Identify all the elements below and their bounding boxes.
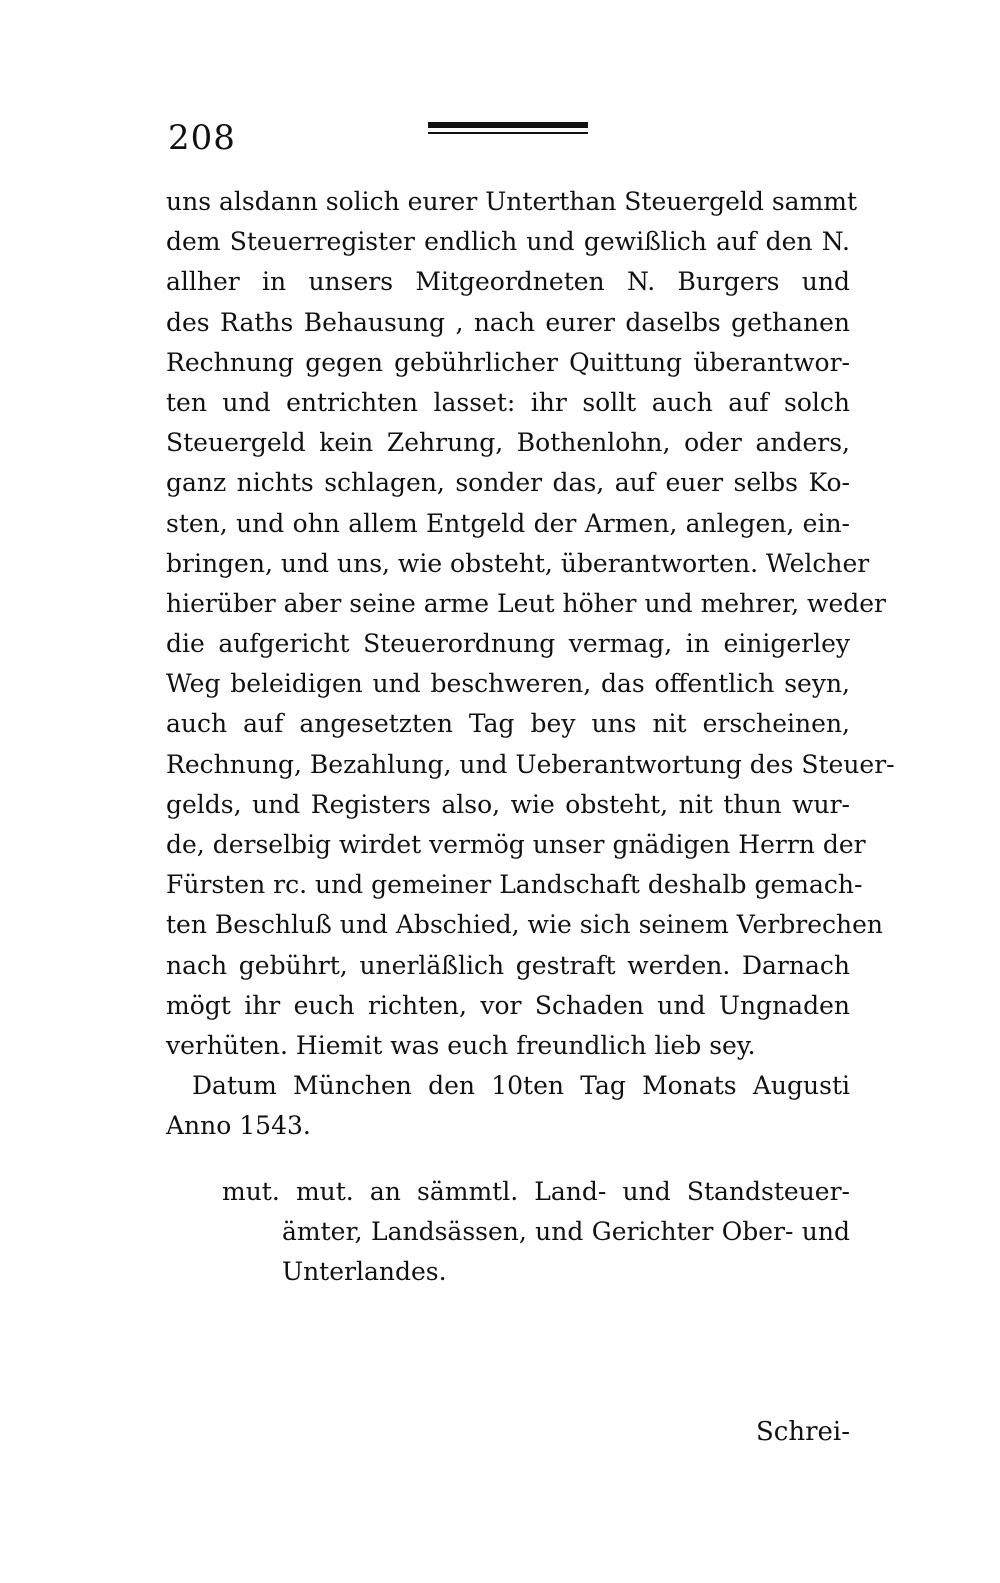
header-rule-ornament [428, 122, 588, 140]
text-line: allher in unsers Mitgeordneten N. Burgers und [166, 267, 850, 297]
text-line: ten Beschluß und Abschied, wie sich seinem Verbrechen [166, 910, 883, 940]
header-rule-thick [428, 122, 588, 128]
text-line: Weg beleidigen und beschweren, das offentlich seyn, [166, 669, 850, 699]
text-line: die aufgericht Steuerordnung vermag, in einigerley [166, 629, 850, 659]
note-line: Unterlandes. [282, 1257, 447, 1287]
datum-line: Anno 1543. [166, 1111, 311, 1141]
text-line: des Raths Behausung , nach eurer daselbs gethanen [166, 307, 850, 337]
catchword: Schrei- [755, 1417, 850, 1447]
text-line: Rechnung gegen gebührlicher Quittung überantwor- [166, 347, 850, 377]
text-line: Steuergeld kein Zehrung, Bothenlohn, oder anders, [166, 428, 850, 458]
text-line: verhüten. Hiemit was euch freundlich lieb sey. [166, 1030, 756, 1060]
datum-line: Datum München den 10ten Tag Monats Augusti [192, 1071, 850, 1100]
text-line: bringen, und uns, wie obsteht, überantworten. Welcher [166, 548, 870, 578]
text-line: uns alsdann solich eurer Unterthan Steuergeld sammt [166, 187, 858, 216]
page-number: 208 [168, 118, 236, 158]
text-line: dem Steuerregister endlich und gewißlich auf den N. [166, 227, 850, 257]
text-line: ganz nichts schlagen, sonder das, auf euer selbs Ko- [166, 468, 850, 498]
note-line: mut. mut. an sämmtl. Land- und Standsteuer- [222, 1177, 850, 1206]
text-line: auch auf angesetzten Tag bey uns nit erscheinen, [166, 709, 850, 739]
text-line: ten und entrichten lasset: ihr sollt auch auf solch [166, 387, 850, 417]
text-line: hierüber aber seine arme Leut höher und mehrer, weder [166, 588, 886, 618]
header-rule-thin [428, 132, 588, 134]
main-text-block [166, 182, 895, 1066]
text-line: gelds, und Registers also, wie obsteht, nit thun wur- [166, 789, 850, 819]
text-line: de, derselbig wirdet vermög unser gnädigen Herrn der [166, 830, 866, 859]
text-line: mögt ihr euch richten, vor Schaden und Ungnaden [166, 990, 850, 1020]
note-line: ämter, Landsässen, und Gerichter Ober- und [282, 1217, 850, 1247]
datum-block [166, 1066, 850, 1146]
text-line: nach gebührt, unerläßlich gestraft werden. Darnach [166, 950, 850, 980]
text-line: Fürsten rc. und gemeiner Landschaft deshalb gemach- [166, 870, 863, 900]
text-line: Rechnung, Bezahlung, und Ueberantwortung des Steuer- [166, 749, 895, 779]
text-line: sten, und ohn allem Entgeld der Armen, anlegen, ein- [166, 508, 850, 538]
distribution-note [222, 1172, 850, 1293]
